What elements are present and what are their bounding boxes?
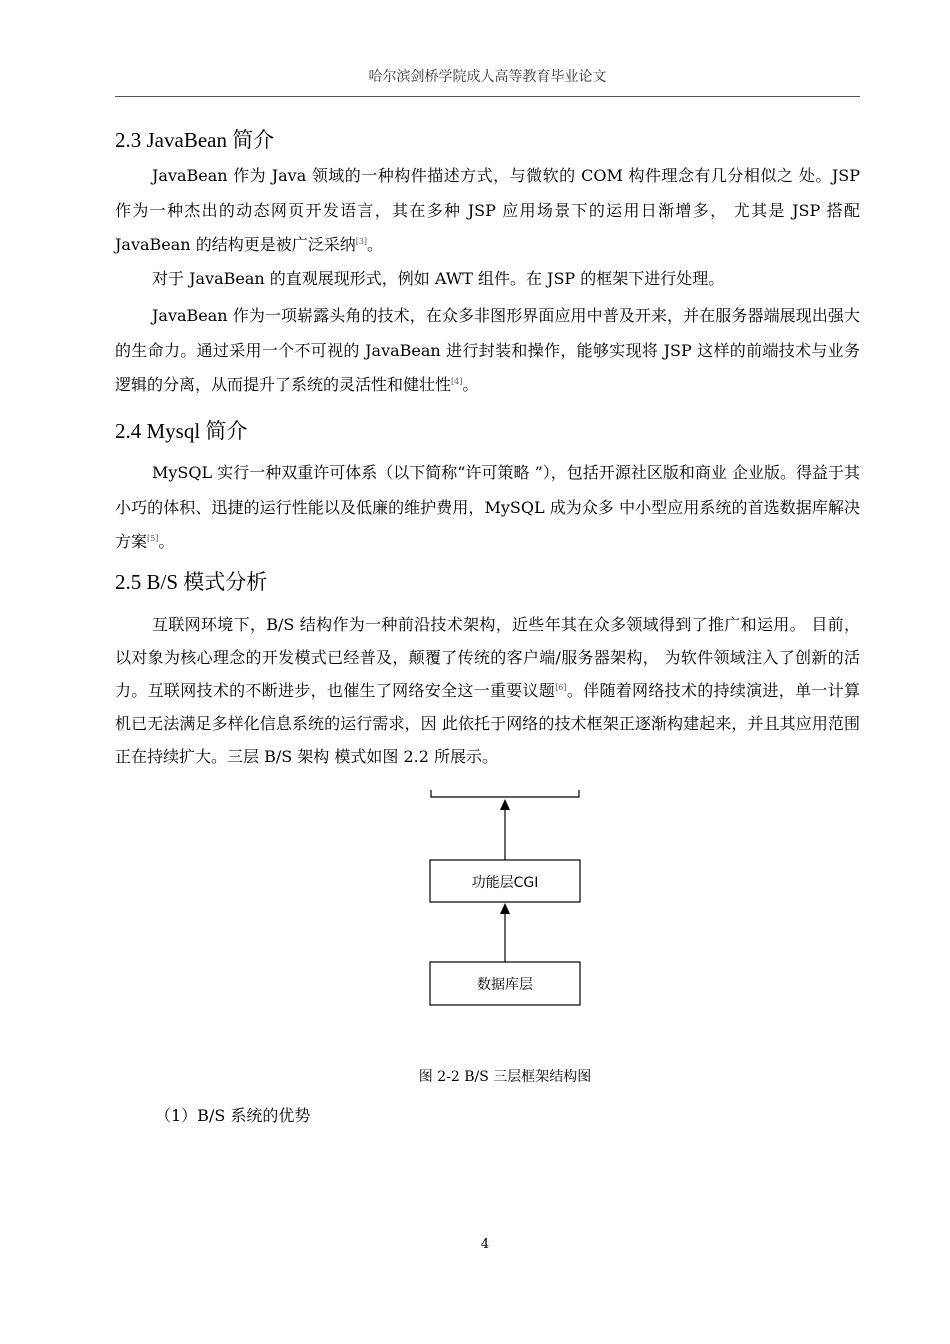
- page-number: 4: [480, 1237, 490, 1252]
- citation-ref: [5]: [147, 534, 159, 543]
- section-heading-javabean: 2.3 JavaBean 简介: [115, 128, 275, 152]
- header-rule: [115, 96, 860, 97]
- paragraph-mysql: MySQL 实行一种双重许可体系（以下简称“许可策略 ”），包括开源社区版和商业 企业版。得益于其小巧的体积、迅捷的运行性能以及低廉的维护费用，MySQL 成为众多 中小型应用系统的首选数据库解决方案[5]。: [115, 463, 860, 551]
- figure-caption: 图 2-2 B/S 三层框架结构图: [418, 1069, 592, 1085]
- paragraph-bs-analysis: 互联网环境下，B/S 结构作为一种前沿技术架构，近些年其在众多领域得到了推广和运用。 目前，以对象为核心理念的开发模式已经普及，颠覆了传统的客户端/服务器架构， 为软件领域注入了创新的活力。互联网技术的不断进步，也催生了网络安全这一重要议题[6]。伴随着网络技术的持续演进，单一计算机已无法满足多样化信息系统的运行需求，因 此依托于网络的技术框架正逐渐构建起来，并且其应用范围正在持续扩大。三层 B/S 架构 模式如图 2.2 所展示。: [115, 615, 860, 766]
- bs-architecture-diagram: [420, 790, 590, 1010]
- paragraph-javabean-awt: 对于 JavaBean 的直观展现形式，例如 AWT 组件。在 JSP 的框架下进行处理。: [152, 269, 725, 288]
- section-heading-bs: 2.5 B/S 模式分析: [115, 570, 268, 594]
- citation-ref: [6]: [555, 683, 567, 692]
- paragraph-javabean-server: JavaBean 作为一项崭露头角的技术，在众多非图形界面应用中普及开来，并在服务器端展现出强大的生命力。通过采用一个不可视的 JavaBean 进行封装和操作，能够实现将 JSP 这样的前端技术与业务逻辑的分离，从而提升了系统的灵活性和健壮性[4]。: [115, 306, 860, 394]
- arrow-head-top: [500, 799, 510, 810]
- subsection-heading: （1）B/S 系统的优势: [155, 1106, 311, 1125]
- function-layer-label: 功能层CGI: [471, 875, 539, 891]
- page-header: 哈尔滨剑桥学院成人高等教育毕业论文: [368, 69, 607, 85]
- arrow-head-cgi: [500, 903, 510, 914]
- citation-ref: [3]: [355, 237, 368, 246]
- paragraph-javabean-intro: JavaBean 作为 Java 领域的一种构件描述方式，与微软的 COM 构件理念有几分相似之 处。JSP 作为一种杰出的动态网页开发语言，其在多种 JSP 应用场景下的运用日渐增多， 尤其是 JSP 搭配 JavaBean 的结构更是被广泛采纳[3]。: [115, 166, 860, 254]
- section-heading-mysql: 2.4 Mysql 简介: [115, 419, 248, 443]
- top-layer-box: [431, 790, 579, 797]
- citation-ref: [4]: [451, 377, 463, 386]
- database-layer-label: 数据库层: [477, 977, 533, 993]
